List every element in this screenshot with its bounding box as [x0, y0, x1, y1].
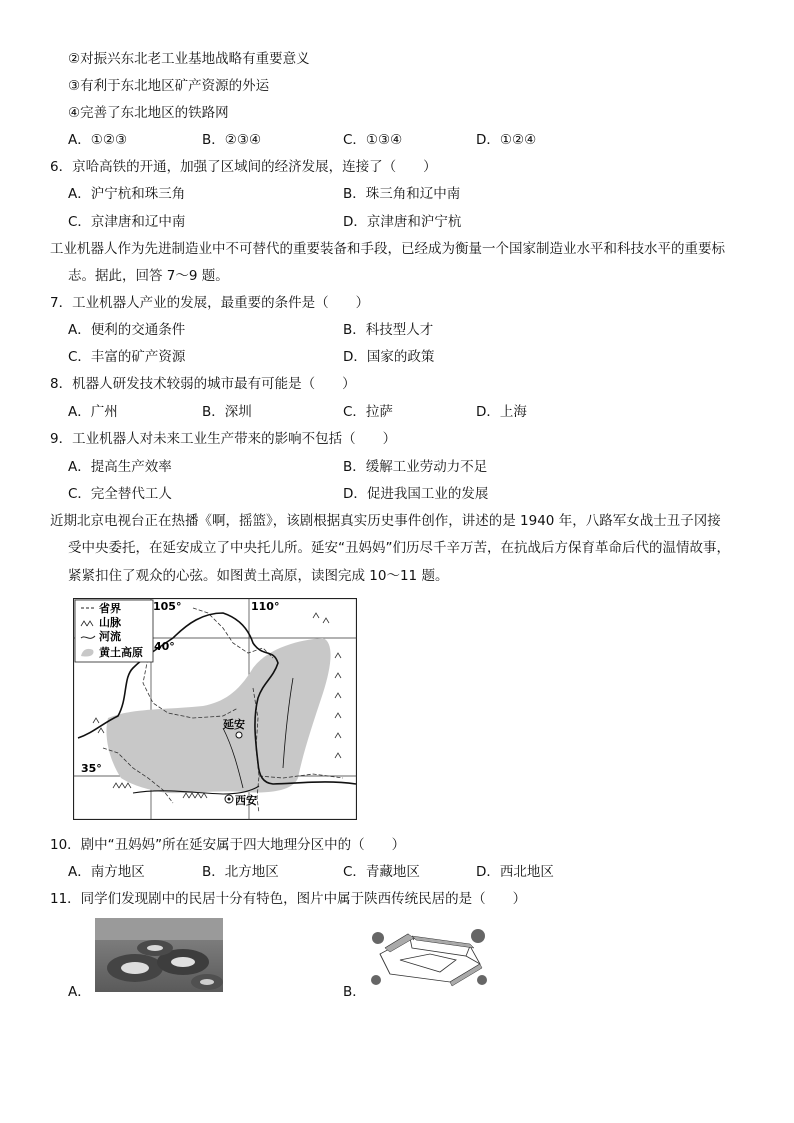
q9-choice-b[interactable]: B．缓解工业劳动力不足 — [343, 459, 488, 475]
passage1-line1: 工业机器人作为先进制造业中不可替代的重要装备和手段，已经成为衡量一个国家制造业水平和科技水平的重要标 — [50, 241, 725, 257]
option-2-text: ②对振兴东北老工业基地战略有重要意义 — [68, 51, 310, 67]
q9-choice-a[interactable]: A．提高生产效率 — [68, 459, 172, 475]
city-yanan: 延安 — [223, 718, 245, 731]
lat-label-40: 40° — [154, 640, 175, 653]
legend-loess-plateau: 黄土高原 — [99, 646, 143, 659]
q11-stem: 11．同学们发现剧中的民居十分有特色，图片中属于陕西传统民居的是（ ） — [50, 891, 527, 907]
q5-choice-a[interactable]: A．①②③ — [68, 132, 128, 148]
q5-choice-d[interactable]: D．①②④ — [476, 132, 537, 148]
passage2-line2: 受中央委托，在延安成立了中央托儿所。延安“丑妈妈”们历尽千辛万苦，在抗战后方保育革命后代的温情故事， — [68, 540, 730, 556]
q11-choice-a[interactable]: A． — [68, 984, 91, 1000]
passage2-line1: 近期北京电视台正在热播《啊，摇篮》，该剧根据真实历史事件创作，讲述的是 1940 年，八路军女战士丑子冈接 — [50, 513, 721, 529]
q6-choice-c[interactable]: C．京津唐和辽中南 — [68, 214, 186, 230]
q7-stem: 7．工业机器人产业的发展，最重要的条件是（ ） — [50, 295, 370, 311]
option-4-text: ④完善了东北地区的铁路网 — [68, 105, 229, 121]
q10-stem: 10．剧中“丑妈妈”所在延安属于四大地理分区中的（ ） — [50, 837, 406, 853]
q5-choice-c[interactable]: C．①③④ — [343, 132, 403, 148]
q9-choice-d[interactable]: D．促进我国工业的发展 — [343, 486, 489, 502]
q6-stem: 6．京哈高铁的开通，加强了区域间的经济发展，连接了（ ） — [50, 159, 437, 175]
q6-choice-b[interactable]: B．珠三角和辽中南 — [343, 186, 461, 202]
q10-choice-d[interactable]: D．西北地区 — [476, 864, 554, 880]
option-3-text: ③有利于东北地区矿产资源的外运 — [68, 78, 270, 94]
q10-choice-a[interactable]: A．南方地区 — [68, 864, 145, 880]
q7-choice-d[interactable]: D．国家的政策 — [343, 349, 435, 365]
photo-tulou[interactable] — [95, 918, 223, 992]
q7-choice-b[interactable]: B．科技型人才 — [343, 322, 434, 338]
loess-plateau-map — [73, 598, 357, 820]
lat-label-35: 35° — [81, 762, 102, 775]
q7-choice-a[interactable]: A．便利的交通条件 — [68, 322, 186, 338]
q8-choice-c[interactable]: C．拉萨 — [343, 404, 393, 420]
q9-stem: 9．工业机器人对未来工业生产带来的影响不包括（ ） — [50, 431, 397, 447]
q8-stem: 8．机器人研发技术较弱的城市最有可能是（ ） — [50, 376, 356, 392]
legend-province-boundary: 省界 — [99, 602, 121, 615]
q8-choice-d[interactable]: D．上海 — [476, 404, 527, 420]
lon-label-110: 110° — [251, 600, 280, 613]
passage2-line3: 紧紧扣住了观众的心弦。如图黄土高原，读图完成 10～11 题。 — [68, 568, 449, 584]
q11-choice-b[interactable]: B． — [343, 984, 366, 1000]
q6-choice-d[interactable]: D．京津唐和沪宁杭 — [343, 214, 462, 230]
q9-choice-c[interactable]: C．完全替代工人 — [68, 486, 172, 502]
q5-choice-b[interactable]: B．②③④ — [202, 132, 262, 148]
photo-courtyard-house[interactable] — [370, 924, 488, 992]
q7-choice-c[interactable]: C．丰富的矿产资源 — [68, 349, 186, 365]
q10-choice-c[interactable]: C．青藏地区 — [343, 864, 420, 880]
city-xian: 西安 — [235, 794, 257, 807]
passage1-line2: 志。据此，回答 7～9 题。 — [68, 268, 229, 284]
legend-river: 河流 — [99, 630, 121, 643]
lon-label-105: 105° — [153, 600, 182, 613]
q8-choice-b[interactable]: B．深圳 — [202, 404, 252, 420]
q6-choice-a[interactable]: A．沪宁杭和珠三角 — [68, 186, 186, 202]
q8-choice-a[interactable]: A．广州 — [68, 404, 118, 420]
legend-mountain: 山脉 — [99, 616, 121, 629]
q10-choice-b[interactable]: B．北方地区 — [202, 864, 279, 880]
